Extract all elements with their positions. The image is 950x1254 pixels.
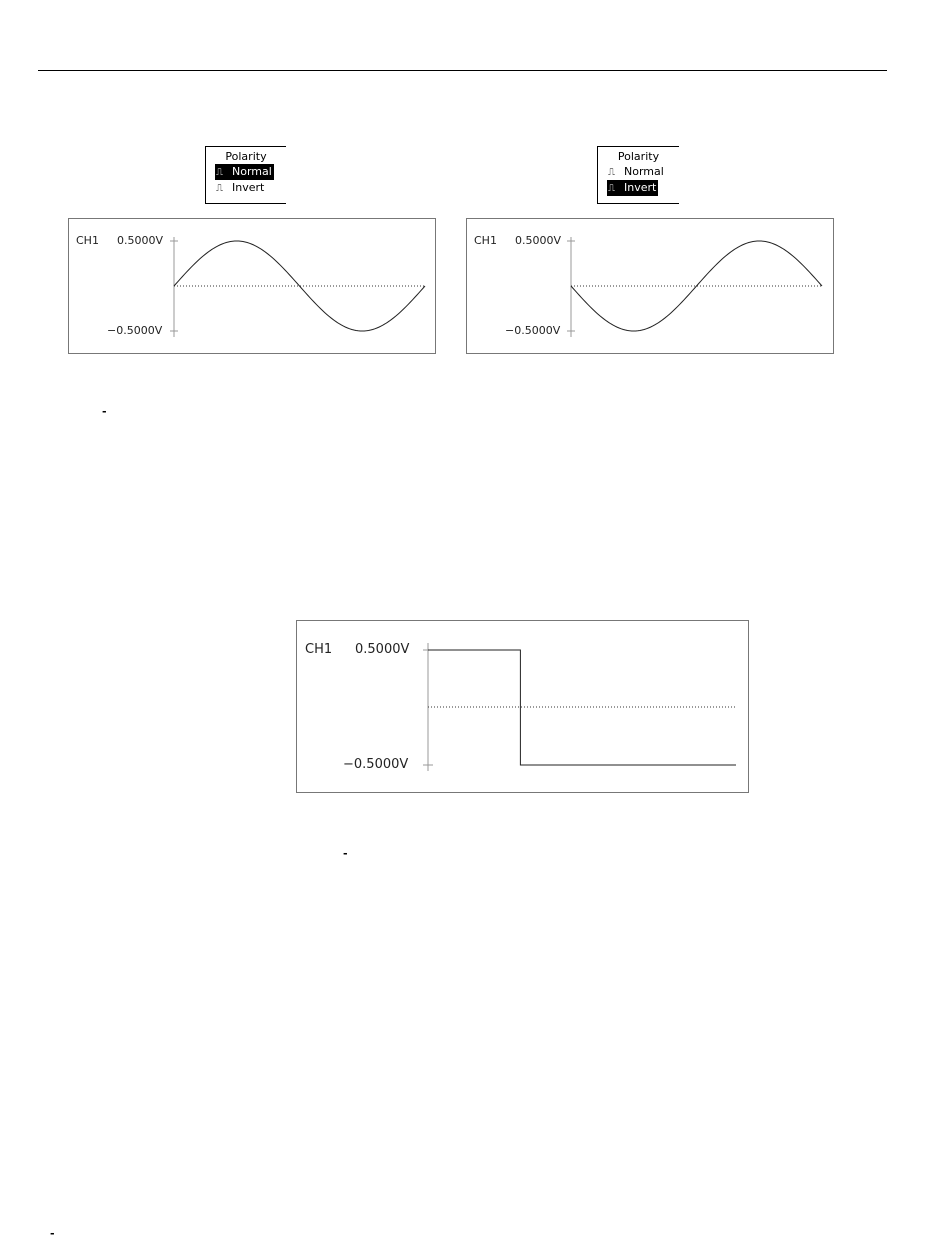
waveform-display-step xyxy=(296,620,749,793)
waveform-display-invert xyxy=(466,218,834,354)
polarity-menu-invert xyxy=(597,146,679,204)
waveform-plot xyxy=(297,621,748,792)
waveform-plot xyxy=(467,219,833,353)
channel-label: CH1 xyxy=(474,234,497,247)
polarity-option-normal[interactable]: ⎍ Normal xyxy=(608,165,664,178)
top-voltage-label: 0.5000V xyxy=(355,642,410,657)
polarity-option-invert[interactable]: ⎍ Invert xyxy=(608,181,657,194)
top-voltage-label: 0.5000V xyxy=(117,234,164,247)
polarity-option-normal[interactable]: ⎍ Normal xyxy=(216,165,272,178)
polarity-menu-title: Polarity xyxy=(225,150,267,163)
stray-mark: - xyxy=(50,1227,55,1240)
waveform-plot xyxy=(69,219,435,353)
polarity-option-invert[interactable]: ⎍ Invert xyxy=(216,181,265,194)
stray-mark: - xyxy=(343,847,348,860)
bottom-voltage-label: −0.5000V xyxy=(107,324,163,337)
pulse-normal-icon: ⎍ xyxy=(216,167,223,178)
bottom-voltage-label: −0.5000V xyxy=(343,757,409,772)
polarity-menu-title: Polarity xyxy=(617,150,660,163)
waveform-display-normal xyxy=(68,218,436,354)
bottom-voltage-label: −0.5000V xyxy=(505,324,561,337)
header-rule xyxy=(38,70,887,71)
polarity-menu-normal xyxy=(205,146,286,204)
pulse-invert-icon: ⎍ xyxy=(608,183,615,194)
channel-label: CH1 xyxy=(305,642,333,657)
channel-label: CH1 xyxy=(76,234,99,247)
pulse-invert-icon: ⎍ xyxy=(216,183,223,194)
stray-mark: - xyxy=(102,405,107,418)
top-voltage-label: 0.5000V xyxy=(515,234,562,247)
pulse-normal-icon: ⎍ xyxy=(608,167,615,178)
